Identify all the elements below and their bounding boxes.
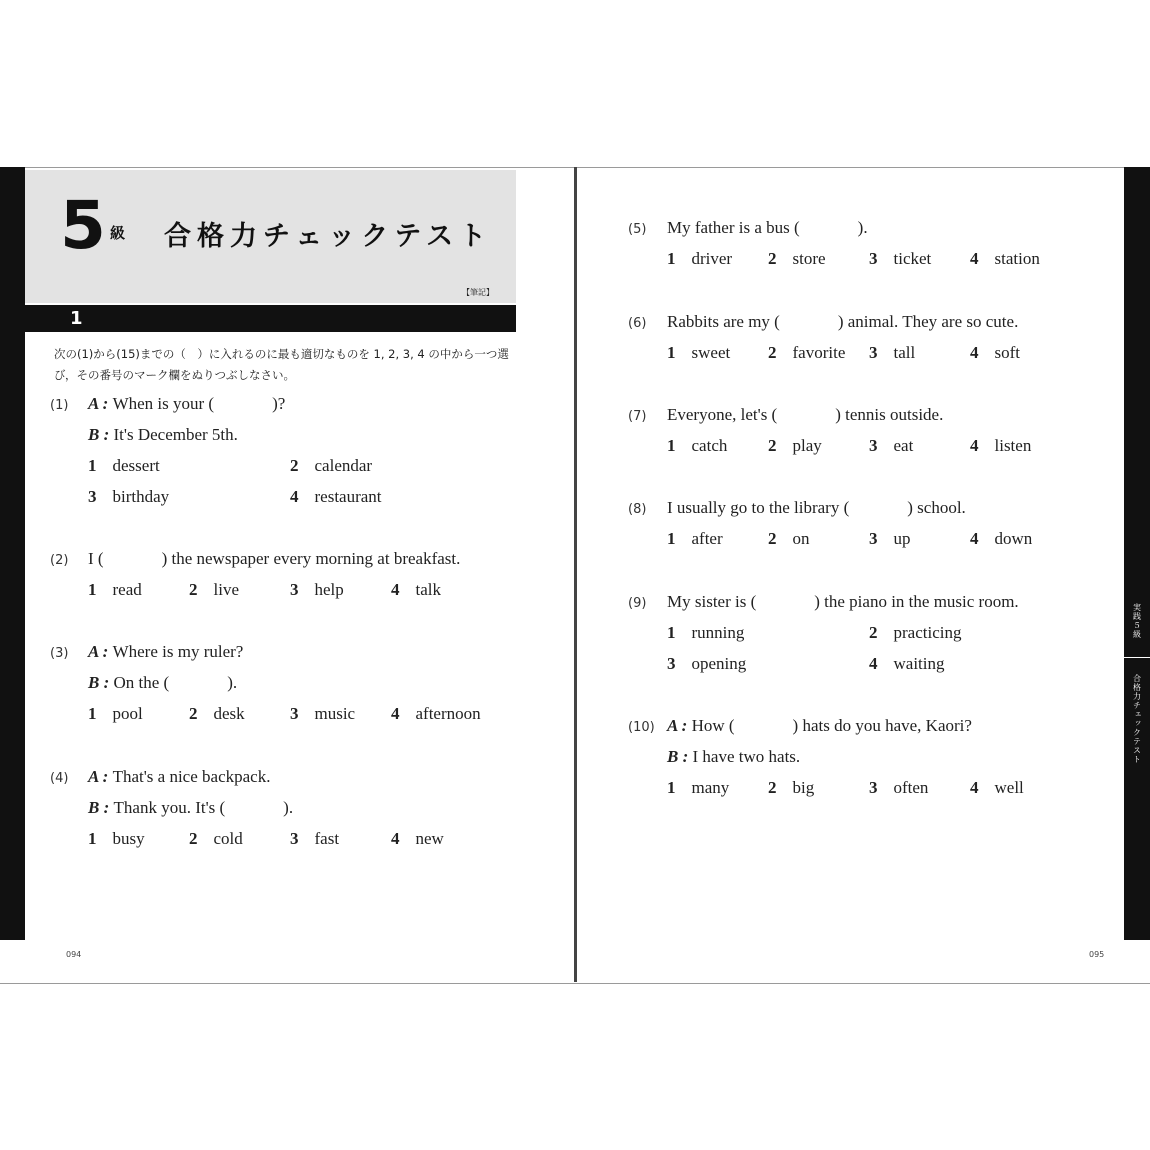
speaker-b: B — [88, 425, 100, 444]
page-number-left: 094 — [66, 950, 82, 959]
left-edge-bar — [0, 167, 25, 940]
answer-option[interactable]: 2 favorite — [768, 343, 846, 362]
question-number: (8) — [628, 502, 647, 517]
instructions: 次の(1)から(15)までの（ ）に入れるのに最も適切なものを 1, 2, 3, 4 の中から一つ選び，その番号のマーク欄をぬりつぶしなさい。 — [54, 347, 509, 382]
page-title: 合格力チェックテスト — [164, 221, 493, 252]
answer-option[interactable]: 1 read — [88, 580, 142, 599]
book-gutter — [574, 167, 577, 982]
answer-option[interactable]: 4 talk — [391, 580, 441, 599]
answer-option[interactable]: 4 restaurant — [290, 487, 382, 506]
question-number: (1) — [50, 398, 69, 413]
question-text: It's December 5th. — [113, 425, 238, 444]
answer-option[interactable]: 3 often — [869, 778, 929, 797]
section-number: 1 — [70, 308, 83, 329]
answer-option[interactable]: 4 listen — [970, 436, 1032, 455]
question-line: Rabbits are my ( ) animal. They are so cute. — [667, 312, 1019, 331]
answer-option[interactable]: 4 well — [970, 778, 1024, 797]
question-line-b: B : Thank you. It's ( ). — [88, 798, 294, 817]
question-line: I ( ) the newspaper every morning at breakfast. — [88, 549, 461, 568]
question-number: (4) — [50, 771, 69, 786]
answer-option[interactable]: 3 fast — [290, 829, 340, 848]
answer-option[interactable]: 1 many — [667, 778, 730, 797]
answer-option[interactable]: 3 music — [290, 704, 356, 723]
answer-option[interactable]: 1 driver — [667, 249, 733, 268]
question-line-b: B : On the ( ). — [88, 673, 238, 692]
question-text: )? — [272, 394, 286, 413]
question-line: My sister is ( ) the piano in the music room. — [667, 592, 1019, 611]
question-number: (10) — [628, 720, 655, 735]
answer-option[interactable]: 3 ticket — [869, 249, 932, 268]
answer-option[interactable]: 1 sweet — [667, 343, 731, 362]
answer-option[interactable]: 2 practicing — [869, 623, 962, 642]
answer-option[interactable]: 3 opening — [667, 654, 747, 673]
question-number: (9) — [628, 596, 647, 611]
question-line: I usually go to the library ( ) school. — [667, 498, 966, 517]
answer-option[interactable]: 1 after — [667, 529, 723, 548]
answer-option[interactable]: 2 calendar — [290, 456, 373, 475]
answer-option[interactable]: 4 new — [391, 829, 444, 848]
question-number: (5) — [628, 222, 647, 237]
side-tab-title: 合格力チェックテスト — [1124, 662, 1150, 940]
question-number: (6) — [628, 316, 647, 331]
question-line-a: A : Where is my ruler? — [88, 642, 244, 661]
grade-unit: 級 — [110, 224, 126, 242]
question-line-a: A : How ( ) hats do you have, Kaori? — [667, 716, 972, 735]
question-line: My father is a bus ( ). — [667, 218, 868, 237]
section-tag: 【筆記】 — [462, 288, 494, 297]
answer-option[interactable]: 2 cold — [189, 829, 243, 848]
question-line: Everyone, let's ( ) tennis outside. — [667, 405, 944, 424]
answer-option[interactable]: 2 play — [768, 436, 822, 455]
answer-option[interactable]: 4 soft — [970, 343, 1020, 362]
answer-option[interactable]: 3 up — [869, 529, 911, 548]
question-text: When is your ( — [112, 394, 215, 413]
question-line-a: A : When is your ( )? — [88, 394, 286, 413]
answer-option[interactable]: 4 station — [970, 249, 1040, 268]
speaker-a: A — [88, 394, 99, 413]
answer-option[interactable]: 3 birthday — [88, 487, 170, 506]
answer-option[interactable]: 3 eat — [869, 436, 914, 455]
answer-option[interactable]: 2 big — [768, 778, 815, 797]
answer-option[interactable]: 1 busy — [88, 829, 145, 848]
answer-option[interactable]: 3 help — [290, 580, 344, 599]
answer-option[interactable]: 2 store — [768, 249, 826, 268]
answer-option[interactable]: 2 on — [768, 529, 810, 548]
page-number-right: 095 — [1089, 950, 1105, 959]
question-line-b: B : I have two hats. — [667, 747, 801, 766]
answer-option[interactable]: 1 pool — [88, 704, 143, 723]
section-bar — [25, 305, 516, 332]
answer-option[interactable]: 2 desk — [189, 704, 245, 723]
question-line-a: A : That's a nice backpack. — [88, 767, 271, 786]
question-number: (2) — [50, 553, 69, 568]
question-number: (7) — [628, 409, 647, 424]
answer-option[interactable]: 1 running — [667, 623, 745, 642]
answer-option[interactable]: 4 down — [970, 529, 1033, 548]
question-number: (3) — [50, 646, 69, 661]
answer-option[interactable]: 4 afternoon — [391, 704, 481, 723]
answer-option[interactable]: 4 waiting — [869, 654, 945, 673]
side-tab-grade: 実践５級 — [1124, 585, 1150, 658]
answer-option[interactable]: 3 tall — [869, 343, 916, 362]
answer-option[interactable]: 1 dessert — [88, 456, 160, 475]
answer-option[interactable]: 1 catch — [667, 436, 728, 455]
answer-option[interactable]: 2 live — [189, 580, 239, 599]
question-line-b: B : It's December 5th. — [88, 425, 238, 444]
grade-number: 5 — [60, 187, 106, 264]
